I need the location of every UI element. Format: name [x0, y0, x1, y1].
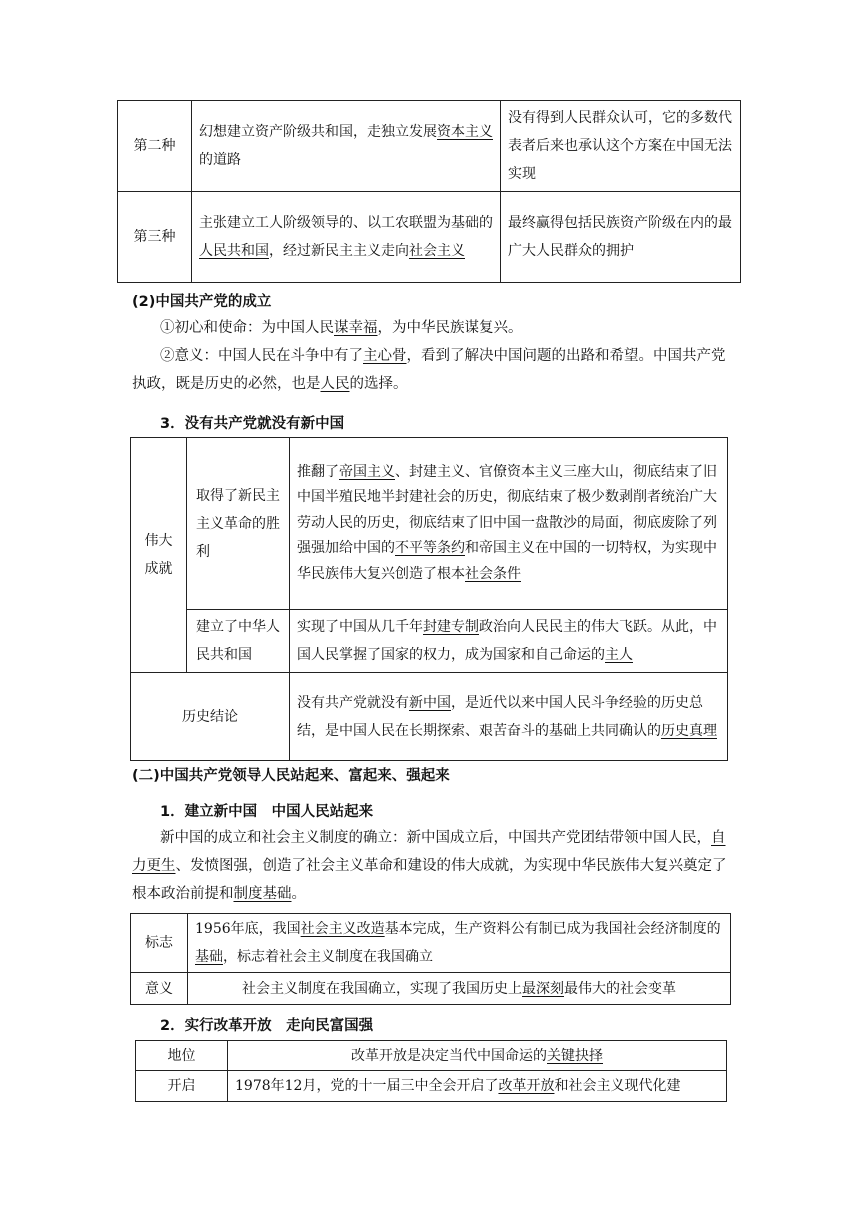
row-content: 推翻了帝国主义、封建主义、官僚资本主义三座大山，彻底结束了旧中国半殖民地半封建社会的历史，彻底结束了极少数剥削者统治广大劳动人民的历史，彻底结束了旧中国一盘散沙的局面，彻底废除了列强强加给中国的不平等条约和帝国主义在中国的一切特权，为实现中华民族伟大复兴创造了根本社会条件: [290, 438, 728, 610]
table-row: [136, 1071, 727, 1102]
conclusion-content: 没有共产党就没有新中国，是近代以来中国人民斗争经验的历史总结，是中国人民在长期探索、艰苦奋斗的基础上共同确认的历史真理: [290, 673, 728, 761]
table-row: [131, 673, 728, 761]
plan-content: 主张建立工人阶级领导的、以工农联盟为基础的人民共和国，经过新民主主义走向社会主义: [192, 192, 501, 283]
conclusion-label: 历史结论: [131, 673, 290, 761]
table-row: [118, 192, 741, 283]
start-content: 1978年12月，党的十一届三中全会开启了改革开放和社会主义现代化建: [228, 1071, 727, 1102]
table-row: [131, 914, 731, 973]
plan-result: 没有得到人民群众认可，它的多数代表者后来也承认这个方案在中国无法实现: [501, 101, 741, 192]
row-label: 建立了中华人民共和国: [187, 610, 290, 673]
mission-line: ①初心和使命：为中国人民谋幸福，为中华民族谋复兴。: [160, 320, 523, 336]
mark-content: 1956年底，我国社会主义改造基本完成，生产资料公有制已成为我国社会经济制度的基础，标志着社会主义制度在我国确立: [188, 914, 731, 973]
group-label: 伟大成就: [131, 438, 187, 673]
row-label: 取得了新民主主义革命的胜利: [187, 438, 290, 610]
meaning-content: 社会主义制度在我国确立，实现了我国历史上最深刻最伟大的社会变革: [188, 973, 731, 1005]
table-row: [118, 101, 741, 192]
mark-label: 标志: [131, 914, 188, 973]
reform-table: [135, 1040, 727, 1102]
sub2-heading: 2．实行改革开放 走向民富国强: [160, 1018, 374, 1034]
sub1-para: 新中国的成立和社会主义制度的确立：新中国成立后，中国共产党团结带领中国人民，自力更生、发愤图强，创造了社会主义革命和建设的伟大成就，为实现中华民族伟大复兴奠定了根本政治前提和制度基础。: [132, 830, 727, 902]
section3-heading: 3．没有共产党就没有新中国: [160, 416, 345, 432]
plans-table: [117, 100, 741, 283]
status-content: 改革开放是决定当代中国命运的关键抉择: [228, 1041, 727, 1071]
table-row: [131, 438, 728, 610]
significance-para: ②意义：中国人民在斗争中有了主心骨，看到了解决中国问题的出路和希望。中国共产党执政，既是历史的必然，也是人民的选择。: [132, 348, 726, 392]
table-row: [131, 973, 731, 1005]
sub1-heading: 1．建立新中国 中国人民站起来: [160, 804, 374, 820]
row-content: 实现了中国从几千年封建专制政治向人民民主的伟大飞跃。从此，中国人民掌握了国家的权力，成为国家和自己命运的主人: [290, 610, 728, 673]
plan-label: 第三种: [118, 192, 192, 283]
meaning-label: 意义: [131, 973, 188, 1005]
status-label: 地位: [136, 1041, 228, 1071]
plan-label: 第二种: [118, 101, 192, 192]
party-founding-heading: (2)中国共产党的成立: [132, 294, 272, 310]
start-label: 开启: [136, 1071, 228, 1102]
table-row: [136, 1041, 727, 1071]
plan-result: 最终赢得包括民族资产阶级在内的最广大人民群众的拥护: [501, 192, 741, 283]
part2-heading: (二)中国共产党领导人民站起来、富起来、强起来: [132, 768, 450, 784]
socialism-table: [130, 913, 731, 1005]
table-row: [131, 610, 728, 673]
achievements-table: [130, 437, 728, 761]
plan-content: 幻想建立资产阶级共和国，走独立发展资本主义的道路: [192, 101, 501, 192]
